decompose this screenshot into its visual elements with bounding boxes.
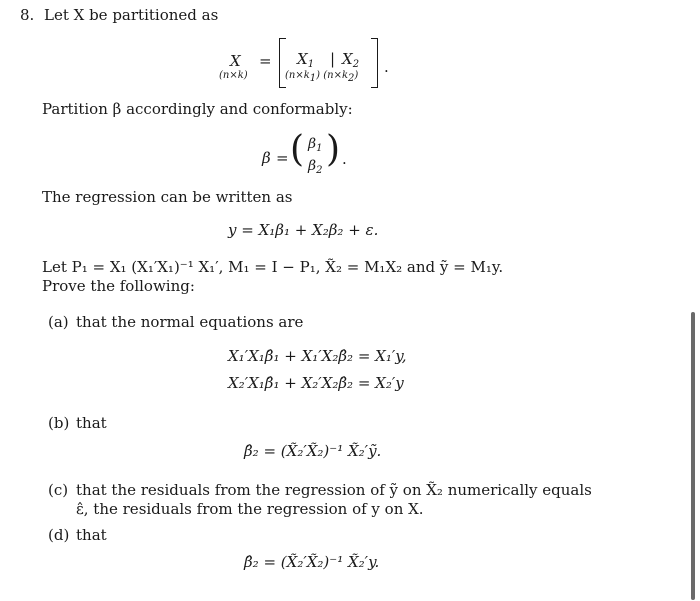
part-c-text-line1: that the residuals from the regression of ỹ on X̃₂ numerically equals	[76, 481, 592, 499]
problem-number: 8.	[20, 6, 35, 24]
part-b-text: that	[76, 414, 107, 432]
regression-intro: The regression can be written as	[42, 188, 293, 206]
part-d-label: (d)	[48, 526, 70, 544]
part-d-equation: β̂₂ = (X̃₂′X̃₂)⁻¹ X̃₂′y.	[244, 553, 380, 571]
vertical-scrollbar[interactable]	[691, 312, 695, 600]
definitions-text: Let P₁ = X₁ (X₁′X₁)⁻¹ X₁′, M₁ = I − P₁, X̃₂ = M₁X₂ and ỹ = M₁y.	[42, 258, 504, 276]
normal-equation-1: X₁′X₁β̂₁ + X₁′X₂β̂₂ = X₁′y,	[228, 347, 407, 365]
part-b-equation: β̂₂ = (X̃₂′X̃₂)⁻¹ X̃₂′ỹ.	[244, 442, 382, 460]
normal-equation-2: X₂′X₁β̂₁ + X₂′X₂β̂₂ = X₂′y	[228, 374, 404, 392]
part-b-label: (b)	[48, 414, 70, 432]
part-a-text: that the normal equations are	[76, 313, 304, 331]
prove-text: Prove the following:	[42, 277, 195, 295]
part-c-text-line2: ε̂, the residuals from the regression of y on X.	[76, 500, 424, 518]
part-c-label: (c)	[48, 481, 69, 499]
part-d-text: that	[76, 526, 107, 544]
intro-text: Let X be partitioned as	[44, 6, 219, 24]
partition-beta-text: Partition β accordingly and conformably:	[42, 100, 353, 118]
regression-equation: y = X₁β₁ + X₂β₂ + ε.	[228, 221, 379, 239]
part-a-label: (a)	[48, 313, 69, 331]
